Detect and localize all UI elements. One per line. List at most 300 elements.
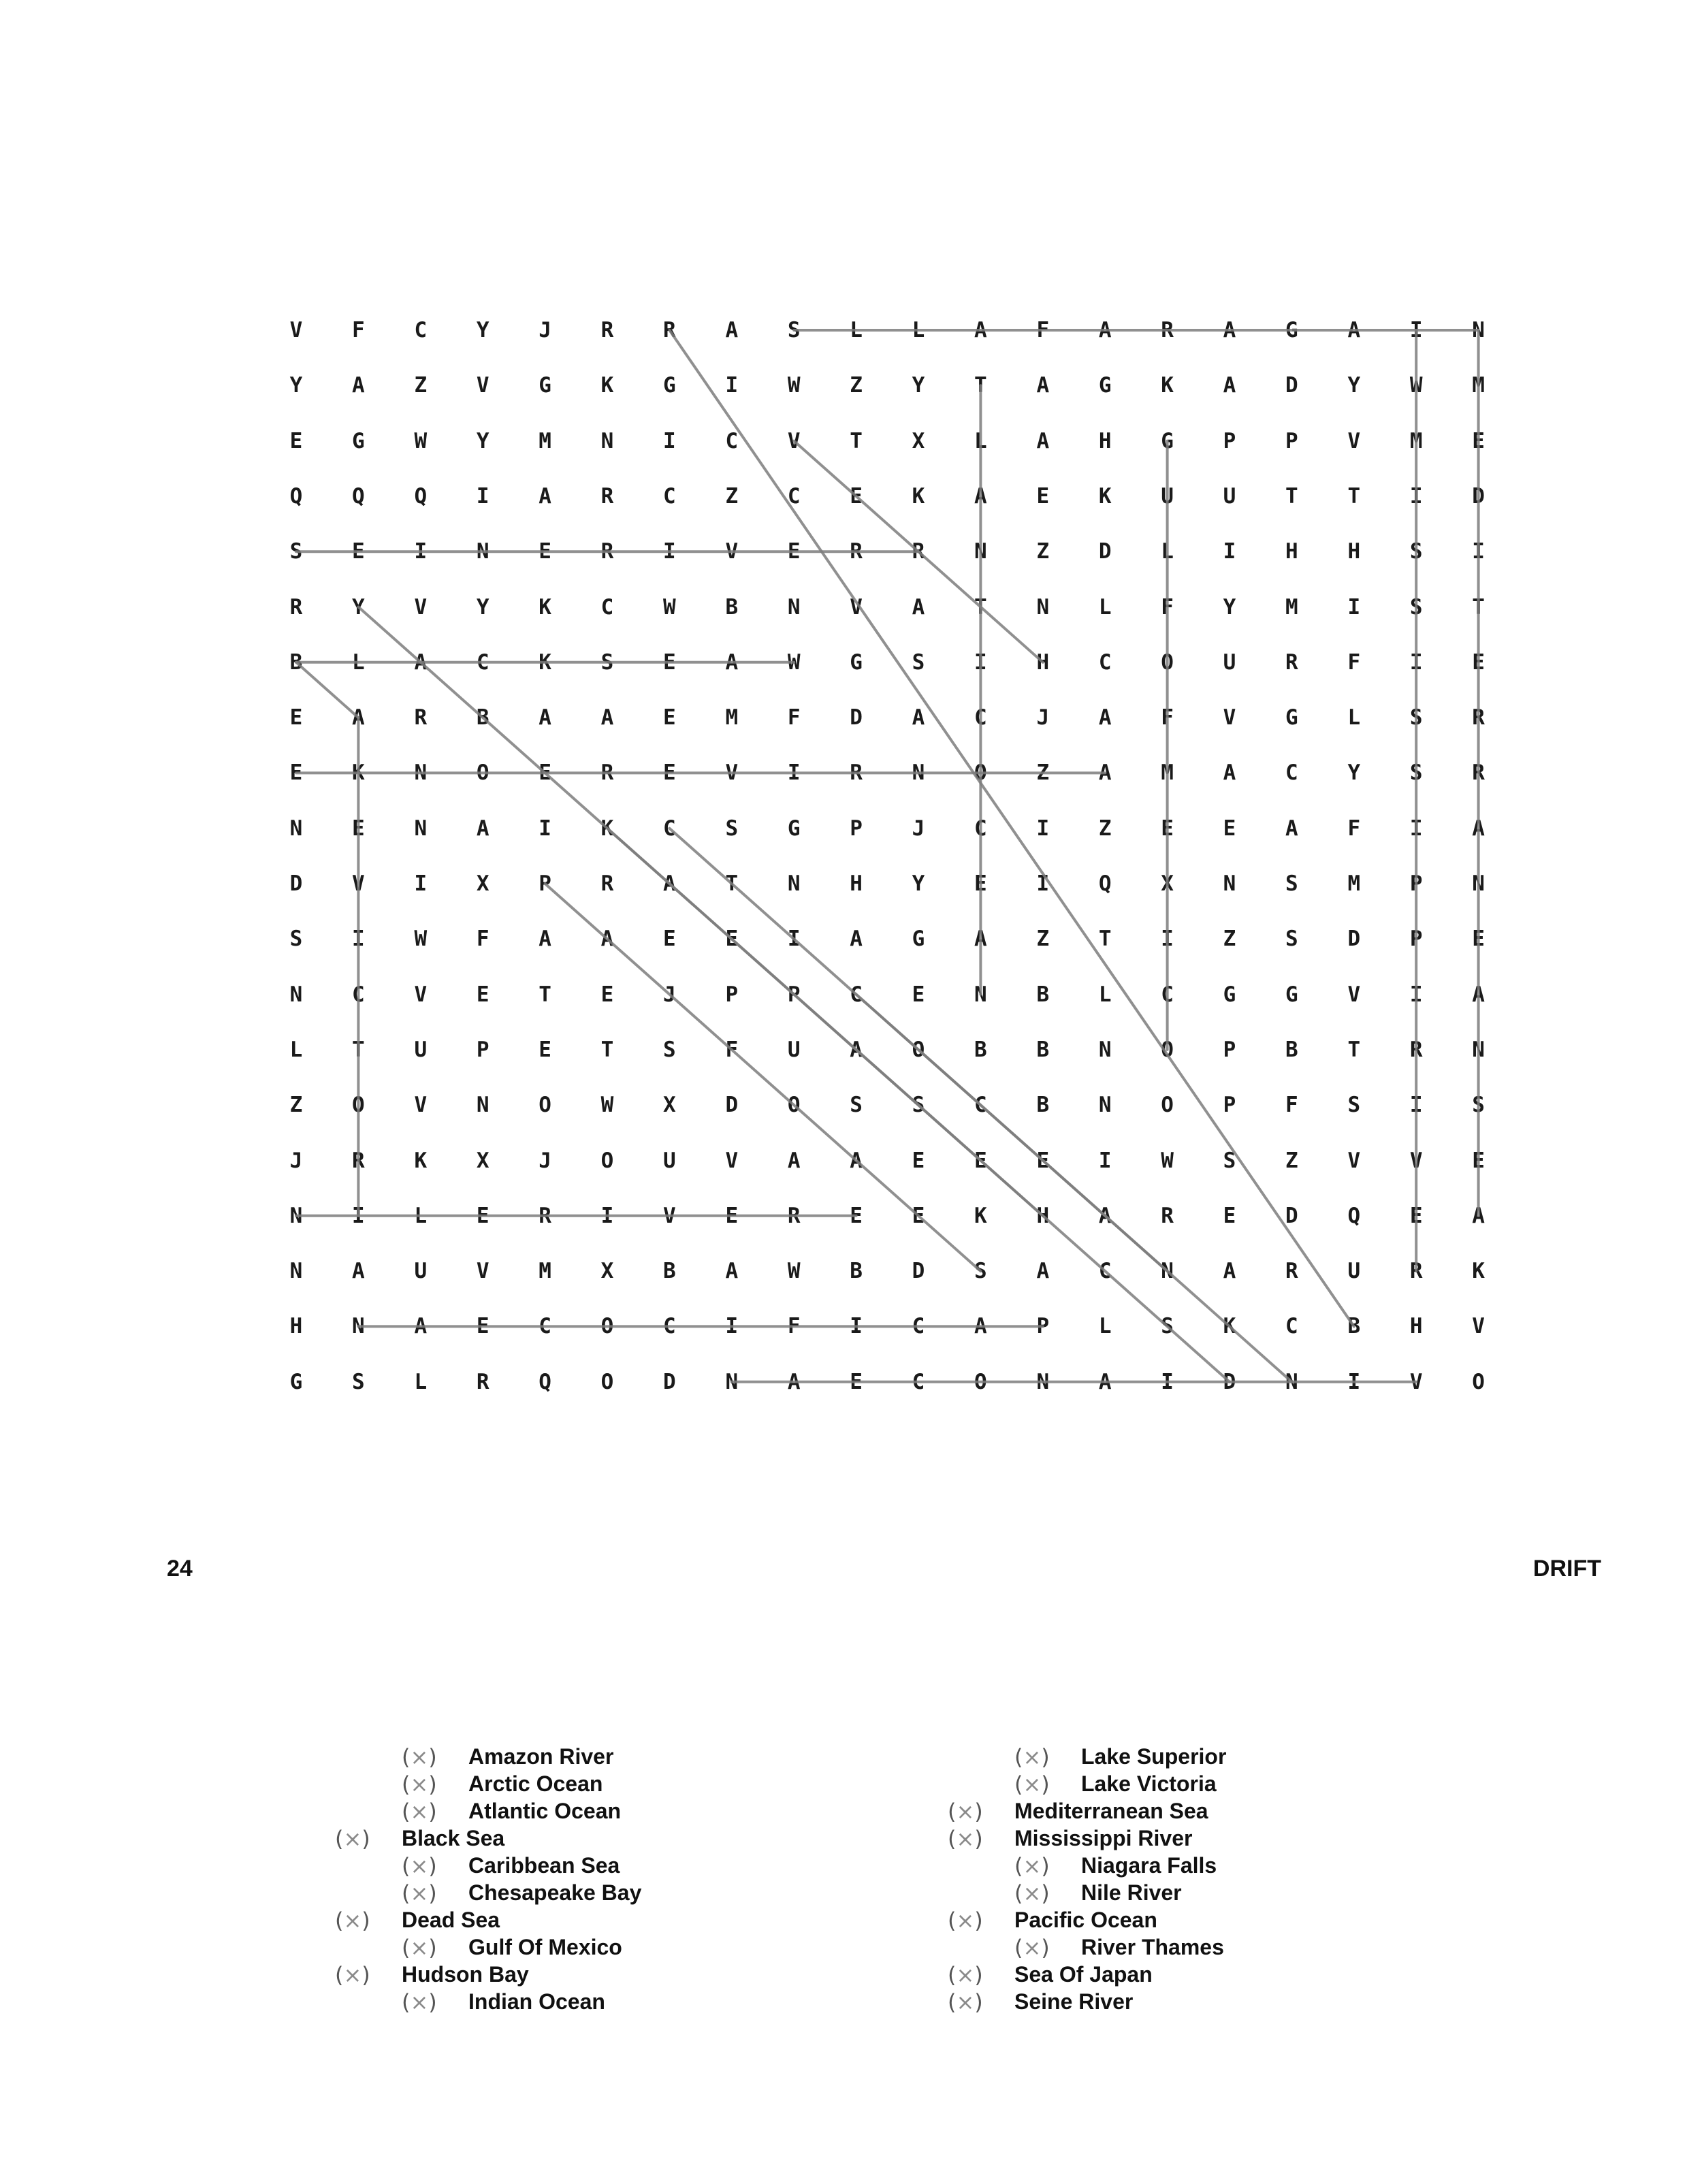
grid-letter[interactable]: E (663, 649, 676, 675)
grid-letter[interactable]: I (1409, 816, 1423, 841)
grid-letter[interactable]: O (1161, 649, 1174, 675)
grid-letter[interactable]: O (352, 1093, 365, 1118)
grid-letter[interactable]: F (1347, 816, 1361, 841)
grid-letter[interactable]: D (1285, 373, 1298, 398)
grid-letter[interactable]: A (539, 483, 551, 509)
grid-letter[interactable]: A (352, 1259, 365, 1284)
grid-letter[interactable]: H (1409, 1314, 1423, 1339)
grid-letter[interactable]: F (352, 318, 365, 342)
grid-letter[interactable]: O (1161, 1037, 1174, 1062)
grid-letter[interactable]: B (1285, 1037, 1298, 1062)
grid-letter[interactable]: S (1285, 871, 1298, 896)
grid-letter[interactable]: O (974, 760, 987, 786)
grid-letter[interactable]: P (539, 871, 551, 896)
grid-letter[interactable]: E (1036, 1148, 1050, 1173)
grid-letter[interactable]: C (414, 318, 428, 342)
grid-letter[interactable]: R (1409, 1037, 1423, 1062)
grid-letter[interactable]: K (912, 483, 925, 509)
grid-letter[interactable]: O (476, 760, 489, 786)
checkbox-icon[interactable]: (×) (402, 1989, 437, 2015)
grid-letter[interactable]: V (787, 428, 801, 453)
grid-letter[interactable]: H (289, 1314, 303, 1339)
grid-letter[interactable]: I (1409, 649, 1423, 675)
grid-letter[interactable]: S (1223, 1148, 1236, 1173)
grid-letter[interactable]: T (539, 982, 551, 1007)
grid-letter[interactable]: E (1223, 1203, 1236, 1228)
grid-letter[interactable]: M (539, 1259, 551, 1284)
grid-letter[interactable]: E (850, 483, 863, 509)
grid-letter[interactable]: P (1223, 1037, 1236, 1062)
grid-letter[interactable]: N (476, 539, 489, 564)
grid-letter[interactable]: L (1347, 705, 1361, 730)
grid-letter[interactable]: V (1223, 705, 1236, 730)
grid-letter[interactable]: C (600, 594, 614, 620)
grid-letter[interactable]: A (1223, 318, 1236, 342)
grid-letter[interactable]: O (539, 1093, 551, 1118)
grid-letter[interactable]: E (352, 539, 365, 564)
grid-letter[interactable]: U (663, 1148, 676, 1173)
grid-letter[interactable]: M (1161, 760, 1174, 786)
grid-letter[interactable]: O (787, 1093, 801, 1118)
grid-letter[interactable]: E (539, 539, 551, 564)
grid-letter[interactable]: R (1161, 318, 1174, 342)
grid-letter[interactable]: C (974, 816, 987, 841)
grid-letter[interactable]: S (1285, 927, 1298, 952)
grid-letter[interactable]: M (1409, 428, 1423, 453)
grid-letter[interactable]: B (1347, 1314, 1361, 1339)
grid-letter[interactable]: I (725, 1314, 739, 1339)
grid-letter[interactable]: F (787, 1314, 801, 1339)
grid-letter[interactable]: K (352, 760, 365, 786)
grid-letter[interactable]: Z (725, 483, 739, 509)
grid-letter[interactable]: N (787, 594, 801, 620)
grid-letter[interactable]: E (725, 1203, 739, 1228)
grid-letter[interactable]: A (725, 318, 739, 342)
grid-letter[interactable]: N (1161, 1259, 1174, 1284)
grid-letter[interactable]: E (539, 1037, 551, 1062)
grid-letter[interactable]: I (414, 539, 428, 564)
grid-letter[interactable]: R (1285, 649, 1298, 675)
grid-letter[interactable]: Z (1223, 927, 1236, 952)
checkbox-icon[interactable]: (×) (335, 1826, 370, 1852)
grid-letter[interactable]: L (352, 649, 365, 675)
grid-letter[interactable]: N (289, 1203, 303, 1228)
grid-letter[interactable]: N (1223, 871, 1236, 896)
grid-letter[interactable]: K (600, 816, 614, 841)
grid-letter[interactable]: S (1161, 1314, 1174, 1339)
grid-letter[interactable]: V (850, 594, 863, 620)
grid-letter[interactable]: A (974, 1314, 987, 1339)
grid-letter[interactable]: F (1347, 649, 1361, 675)
grid-letter[interactable]: M (539, 428, 551, 453)
grid-letter[interactable]: A (539, 927, 551, 952)
grid-letter[interactable]: A (1223, 1259, 1236, 1284)
grid-letter[interactable]: I (663, 539, 676, 564)
grid-letter[interactable]: I (1347, 1369, 1361, 1394)
grid-letter[interactable]: G (850, 649, 863, 675)
grid-letter[interactable]: I (1347, 594, 1361, 620)
grid-letter[interactable]: Y (912, 373, 925, 398)
grid-letter[interactable]: E (1472, 927, 1485, 952)
grid-letter[interactable]: D (912, 1259, 925, 1284)
grid-letter[interactable]: D (1347, 927, 1361, 952)
grid-letter[interactable]: R (912, 539, 925, 564)
grid-letter[interactable]: G (539, 373, 551, 398)
grid-letter[interactable]: G (787, 816, 801, 841)
grid-letter[interactable]: W (414, 428, 428, 453)
grid-letter[interactable]: C (1098, 649, 1112, 675)
grid-letter[interactable]: A (1472, 982, 1485, 1007)
grid-letter[interactable]: A (1472, 1203, 1485, 1228)
grid-letter[interactable]: N (974, 982, 987, 1007)
grid-letter[interactable]: N (974, 539, 987, 564)
grid-letter[interactable]: O (600, 1369, 614, 1394)
grid-letter[interactable]: U (414, 1037, 428, 1062)
grid-letter[interactable]: A (539, 705, 551, 730)
grid-letter[interactable]: R (787, 1203, 801, 1228)
grid-letter[interactable]: T (1347, 483, 1361, 509)
grid-letter[interactable]: R (289, 594, 303, 620)
grid-letter[interactable]: Z (1285, 1148, 1298, 1173)
grid-letter[interactable]: S (289, 927, 303, 952)
grid-letter[interactable]: R (539, 1203, 551, 1228)
grid-letter[interactable]: T (725, 871, 739, 896)
grid-letter[interactable]: S (1409, 705, 1423, 730)
grid-letter[interactable]: Y (476, 318, 489, 342)
grid-letter[interactable]: H (1098, 428, 1112, 453)
grid-letter[interactable]: E (974, 1148, 987, 1173)
grid-letter[interactable]: U (1223, 649, 1236, 675)
grid-letter[interactable]: E (912, 1148, 925, 1173)
grid-letter[interactable]: V (1472, 1314, 1485, 1339)
grid-letter[interactable]: Y (476, 594, 489, 620)
grid-letter[interactable]: I (1036, 816, 1050, 841)
grid-letter[interactable]: V (1409, 1148, 1423, 1173)
grid-letter[interactable]: T (974, 373, 987, 398)
grid-letter[interactable]: I (1409, 483, 1423, 509)
grid-letter[interactable]: K (539, 594, 551, 620)
grid-letter[interactable]: C (1285, 1314, 1298, 1339)
grid-letter[interactable]: N (1036, 1369, 1050, 1394)
grid-letter[interactable]: B (663, 1259, 676, 1284)
grid-letter[interactable]: A (352, 705, 365, 730)
grid-letter[interactable]: I (1161, 1369, 1174, 1394)
grid-letter[interactable]: A (1098, 760, 1112, 786)
grid-letter[interactable]: M (725, 705, 739, 730)
grid-letter[interactable]: N (289, 1259, 303, 1284)
grid-letter[interactable]: U (787, 1037, 801, 1062)
grid-letter[interactable]: W (787, 649, 801, 675)
grid-letter[interactable]: E (1223, 816, 1236, 841)
grid-letter[interactable]: Y (912, 871, 925, 896)
grid-letter[interactable]: S (1347, 1093, 1361, 1118)
grid-letter[interactable]: C (974, 705, 987, 730)
grid-letter[interactable]: N (289, 982, 303, 1007)
grid-letter[interactable]: I (1409, 982, 1423, 1007)
grid-letter[interactable]: K (600, 373, 614, 398)
grid-letter[interactable]: L (414, 1203, 428, 1228)
grid-letter[interactable]: V (352, 871, 365, 896)
grid-letter[interactable]: A (1223, 760, 1236, 786)
grid-letter[interactable]: V (476, 1259, 489, 1284)
grid-letter[interactable]: C (1285, 760, 1298, 786)
grid-letter[interactable]: V (725, 539, 739, 564)
checkbox-icon[interactable]: (×) (1014, 1744, 1050, 1770)
grid-letter[interactable]: B (1036, 1037, 1050, 1062)
grid-letter[interactable]: E (912, 982, 925, 1007)
grid-letter[interactable]: P (1409, 927, 1423, 952)
grid-letter[interactable]: Y (1347, 373, 1361, 398)
grid-letter[interactable]: B (476, 705, 489, 730)
grid-letter[interactable]: F (1161, 594, 1174, 620)
grid-letter[interactable]: R (1409, 1259, 1423, 1284)
checkbox-icon[interactable]: (×) (948, 1989, 983, 2015)
grid-letter[interactable]: I (476, 483, 489, 509)
grid-letter[interactable]: H (1036, 1203, 1050, 1228)
grid-letter[interactable]: X (1161, 871, 1174, 896)
grid-letter[interactable]: I (414, 871, 428, 896)
grid-letter[interactable]: P (850, 816, 863, 841)
grid-letter[interactable]: V (663, 1203, 676, 1228)
grid-letter[interactable]: R (1161, 1203, 1174, 1228)
grid-letter[interactable]: V (414, 594, 428, 620)
grid-letter[interactable]: G (1285, 705, 1298, 730)
grid-letter[interactable]: O (600, 1148, 614, 1173)
checkbox-icon[interactable]: (×) (335, 1962, 370, 1988)
grid-letter[interactable]: R (414, 705, 428, 730)
grid-letter[interactable]: R (1285, 1259, 1298, 1284)
checkbox-icon[interactable]: (×) (402, 1771, 437, 1797)
checkbox-icon[interactable]: (×) (335, 1908, 370, 1933)
grid-letter[interactable]: S (600, 649, 614, 675)
checkbox-icon[interactable]: (×) (402, 1935, 437, 1961)
grid-letter[interactable]: V (1347, 1148, 1361, 1173)
grid-letter[interactable]: E (1472, 428, 1485, 453)
grid-letter[interactable]: L (289, 1037, 303, 1062)
grid-letter[interactable]: Z (1098, 816, 1112, 841)
grid-letter[interactable]: E (1472, 1148, 1485, 1173)
grid-letter[interactable]: F (1161, 705, 1174, 730)
grid-letter[interactable]: A (787, 1369, 801, 1394)
grid-letter[interactable]: E (539, 760, 551, 786)
grid-letter[interactable]: S (1409, 594, 1423, 620)
grid-letter[interactable]: U (414, 1259, 428, 1284)
grid-letter[interactable]: E (850, 1203, 863, 1228)
grid-letter[interactable]: C (850, 982, 863, 1007)
grid-letter[interactable]: R (850, 760, 863, 786)
grid-letter[interactable]: P (1223, 1093, 1236, 1118)
grid-letter[interactable]: X (912, 428, 925, 453)
grid-letter[interactable]: I (725, 373, 739, 398)
grid-letter[interactable]: E (1036, 483, 1050, 509)
grid-letter[interactable]: L (912, 318, 925, 342)
grid-letter[interactable]: R (850, 539, 863, 564)
grid-letter[interactable]: A (974, 927, 987, 952)
grid-letter[interactable]: Z (1036, 539, 1050, 564)
grid-letter[interactable]: W (787, 373, 801, 398)
grid-letter[interactable]: A (1347, 318, 1361, 342)
grid-letter[interactable]: Y (476, 428, 489, 453)
grid-letter[interactable]: I (1098, 1148, 1112, 1173)
grid-letter[interactable]: S (1409, 539, 1423, 564)
grid-letter[interactable]: U (1161, 483, 1174, 509)
checkbox-icon[interactable]: (×) (948, 1799, 983, 1825)
grid-letter[interactable]: E (600, 982, 614, 1007)
grid-letter[interactable]: A (1036, 373, 1050, 398)
grid-letter[interactable]: W (787, 1259, 801, 1284)
checkbox-icon[interactable]: (×) (1014, 1935, 1050, 1961)
grid-letter[interactable]: J (539, 1148, 551, 1173)
grid-letter[interactable]: O (1161, 1093, 1174, 1118)
grid-letter[interactable]: P (1285, 428, 1298, 453)
grid-letter[interactable]: J (912, 816, 925, 841)
grid-letter[interactable]: S (787, 318, 801, 342)
grid-letter[interactable]: C (912, 1369, 925, 1394)
grid-letter[interactable]: N (725, 1369, 739, 1394)
grid-letter[interactable]: N (912, 760, 925, 786)
grid-letter[interactable]: C (1098, 1259, 1112, 1284)
grid-letter[interactable]: Q (1347, 1203, 1361, 1228)
grid-letter[interactable]: A (600, 927, 614, 952)
grid-letter[interactable]: D (850, 705, 863, 730)
grid-letter[interactable]: C (663, 483, 676, 509)
grid-letter[interactable]: A (414, 649, 428, 675)
grid-letter[interactable]: N (1472, 1037, 1485, 1062)
grid-letter[interactable]: V (1347, 982, 1361, 1007)
grid-letter[interactable]: A (850, 927, 863, 952)
checkbox-icon[interactable]: (×) (402, 1880, 437, 1906)
grid-letter[interactable]: Q (1098, 871, 1112, 896)
grid-letter[interactable]: A (1098, 705, 1112, 730)
grid-letter[interactable]: E (850, 1369, 863, 1394)
grid-letter[interactable]: E (1472, 649, 1485, 675)
grid-letter[interactable]: G (1223, 982, 1236, 1007)
grid-letter[interactable]: O (600, 1314, 614, 1339)
grid-letter[interactable]: R (476, 1369, 489, 1394)
grid-letter[interactable]: Q (539, 1369, 551, 1394)
grid-letter[interactable]: I (1409, 1093, 1423, 1118)
grid-letter[interactable]: S (725, 816, 739, 841)
grid-letter[interactable]: D (289, 871, 303, 896)
checkbox-icon[interactable]: (×) (948, 1962, 983, 1988)
grid-letter[interactable]: A (1036, 1259, 1050, 1284)
grid-letter[interactable]: A (912, 705, 925, 730)
grid-letter[interactable]: I (663, 428, 676, 453)
grid-letter[interactable]: A (1472, 816, 1485, 841)
grid-letter[interactable]: A (1036, 428, 1050, 453)
grid-letter[interactable]: K (974, 1203, 987, 1228)
grid-letter[interactable]: H (1285, 539, 1298, 564)
grid-letter[interactable]: B (1036, 1093, 1050, 1118)
checkbox-icon[interactable]: (×) (402, 1853, 437, 1879)
grid-letter[interactable]: W (600, 1093, 614, 1118)
grid-letter[interactable]: S (1472, 1093, 1485, 1118)
grid-letter[interactable]: P (787, 982, 801, 1007)
grid-letter[interactable]: C (663, 1314, 676, 1339)
grid-letter[interactable]: Z (289, 1093, 303, 1118)
grid-letter[interactable]: F (1036, 318, 1050, 342)
grid-letter[interactable]: K (414, 1148, 428, 1173)
grid-letter[interactable]: D (1223, 1369, 1236, 1394)
grid-letter[interactable]: I (600, 1203, 614, 1228)
grid-letter[interactable]: J (539, 318, 551, 342)
checkbox-icon[interactable]: (×) (1014, 1853, 1050, 1879)
grid-letter[interactable]: E (663, 760, 676, 786)
grid-letter[interactable]: N (289, 816, 303, 841)
grid-letter[interactable]: E (663, 705, 676, 730)
grid-letter[interactable]: O (912, 1037, 925, 1062)
grid-letter[interactable]: F (725, 1037, 739, 1062)
grid-letter[interactable]: I (974, 649, 987, 675)
grid-letter[interactable]: E (476, 1314, 489, 1339)
checkbox-icon[interactable]: (×) (402, 1744, 437, 1770)
grid-letter[interactable]: B (974, 1037, 987, 1062)
grid-letter[interactable]: P (1223, 428, 1236, 453)
grid-letter[interactable]: G (352, 428, 365, 453)
grid-letter[interactable]: C (787, 483, 801, 509)
grid-letter[interactable]: L (1098, 594, 1112, 620)
grid-letter[interactable]: V (725, 760, 739, 786)
grid-letter[interactable]: P (1409, 871, 1423, 896)
grid-letter[interactable]: V (1347, 428, 1361, 453)
grid-letter[interactable]: L (974, 428, 987, 453)
grid-letter[interactable]: I (1036, 871, 1050, 896)
grid-letter[interactable]: A (1098, 318, 1112, 342)
grid-letter[interactable]: H (1036, 649, 1050, 675)
grid-letter[interactable]: A (787, 1148, 801, 1173)
grid-letter[interactable]: K (539, 649, 551, 675)
grid-letter[interactable]: M (1472, 373, 1485, 398)
grid-letter[interactable]: O (974, 1369, 987, 1394)
grid-letter[interactable]: X (600, 1259, 614, 1284)
grid-letter[interactable]: R (600, 760, 614, 786)
grid-letter[interactable]: T (1285, 483, 1298, 509)
grid-letter[interactable]: A (1098, 1203, 1112, 1228)
grid-letter[interactable]: V (725, 1148, 739, 1173)
grid-letter[interactable]: C (974, 1093, 987, 1118)
grid-letter[interactable]: I (352, 927, 365, 952)
grid-letter[interactable]: N (352, 1314, 365, 1339)
grid-letter[interactable]: D (1285, 1203, 1298, 1228)
grid-letter[interactable]: K (1161, 373, 1174, 398)
grid-letter[interactable]: N (1098, 1037, 1112, 1062)
grid-letter[interactable]: T (600, 1037, 614, 1062)
grid-letter[interactable]: G (663, 373, 676, 398)
grid-letter[interactable]: R (600, 483, 614, 509)
grid-letter[interactable]: S (289, 539, 303, 564)
grid-letter[interactable]: H (1347, 539, 1361, 564)
grid-letter[interactable]: Z (850, 373, 863, 398)
grid-letter[interactable]: V (414, 982, 428, 1007)
grid-letter[interactable]: R (663, 318, 676, 342)
grid-letter[interactable]: A (1098, 1369, 1112, 1394)
grid-letter[interactable]: I (539, 816, 551, 841)
grid-letter[interactable]: P (1036, 1314, 1050, 1339)
grid-letter[interactable]: E (289, 705, 303, 730)
grid-letter[interactable]: F (787, 705, 801, 730)
grid-letter[interactable]: R (352, 1148, 365, 1173)
grid-letter[interactable]: T (974, 594, 987, 620)
grid-letter[interactable]: B (289, 649, 303, 675)
grid-letter[interactable]: S (974, 1259, 987, 1284)
grid-letter[interactable]: S (850, 1093, 863, 1118)
grid-letter[interactable]: W (414, 927, 428, 952)
grid-letter[interactable]: S (663, 1037, 676, 1062)
grid-letter[interactable]: A (974, 318, 987, 342)
grid-letter[interactable]: M (1347, 871, 1361, 896)
grid-letter[interactable]: O (1472, 1369, 1485, 1394)
grid-letter[interactable]: C (539, 1314, 551, 1339)
